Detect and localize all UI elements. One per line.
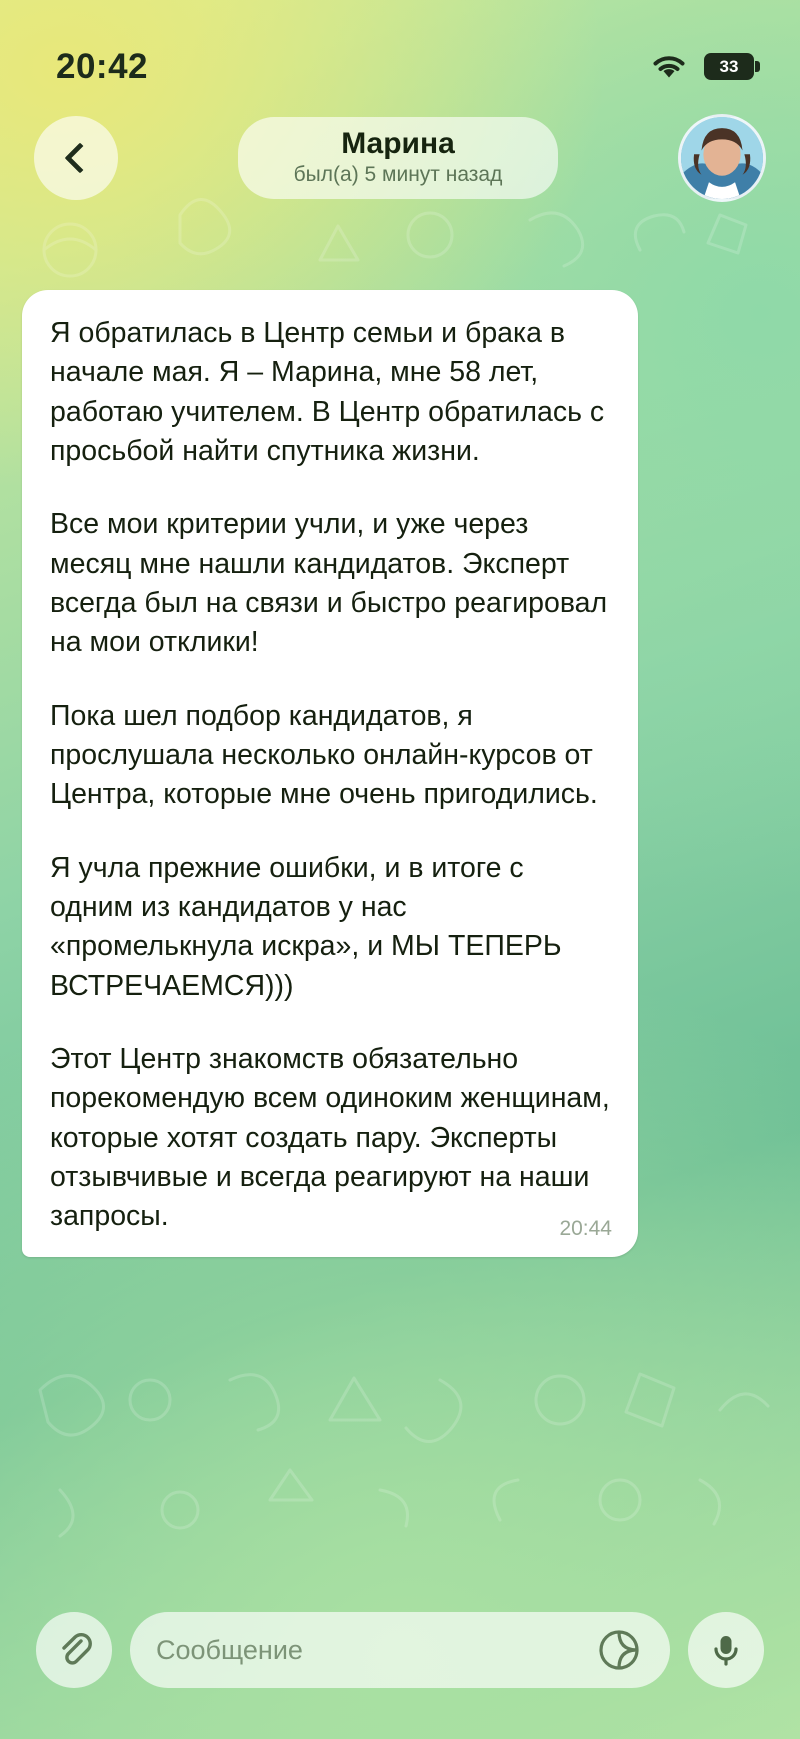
message-paragraph: Я обратилась в Центр семьи и брака в начале мая. Я – Марина, мне 58 лет, работаю учителем. В Центр обратилась с просьбой найти спутника жизни. xyxy=(50,317,605,467)
battery-icon xyxy=(704,53,754,80)
status-indicators xyxy=(650,53,754,81)
status-bar xyxy=(0,0,800,105)
chat-header xyxy=(0,113,800,203)
message-paragraph: Все мои критерии учли, и уже через месяц мне нашли кандидатов. Эксперт всегда был на связи и быстро реагировал на мои отклики! xyxy=(50,508,608,659)
message-paragraph: Я учла прежние ошибки, и в итоге с одним из кандидатов у нас «промелькнула искра», и МЫ ТЕПЕРЬ ВСТРЕЧАЕМСЯ))) xyxy=(50,851,562,1002)
back-button[interactable] xyxy=(34,116,118,200)
chevron-left-icon xyxy=(64,142,95,173)
microphone-icon xyxy=(708,1632,744,1668)
message-input-placeholder: Сообщение xyxy=(156,1634,303,1665)
message-timestamp: 20:44 xyxy=(559,1216,612,1240)
contact-last-seen: был(а) 5 минут назад xyxy=(293,163,503,187)
contact-title-block[interactable] xyxy=(238,117,559,200)
voice-record-button[interactable] xyxy=(688,1612,764,1688)
battery-level: 33 xyxy=(719,56,739,76)
message-input[interactable] xyxy=(130,1612,670,1688)
message-bubble[interactable] xyxy=(22,290,638,1257)
page-title: Марина xyxy=(341,126,455,160)
message-composer xyxy=(0,1589,800,1739)
paperclip-icon xyxy=(55,1631,93,1669)
status-time: 20:42 xyxy=(56,46,149,86)
message-paragraph: Этот Центр знакомств обязательно порекомендую всем одиноким женщинам, которые хотят создать пару. Эксперты отзывчивые и всегда реагируют на наши запросы. xyxy=(50,1042,610,1233)
message-paragraph: Пока шел подбор кандидатов, я прослушала несколько онлайн-курсов от Центра, которые мне очень пригодились. xyxy=(50,699,598,811)
avatar[interactable] xyxy=(678,114,766,202)
wifi-icon xyxy=(650,53,688,81)
attach-button[interactable] xyxy=(36,1612,112,1688)
sticker-icon[interactable] xyxy=(598,1629,640,1671)
